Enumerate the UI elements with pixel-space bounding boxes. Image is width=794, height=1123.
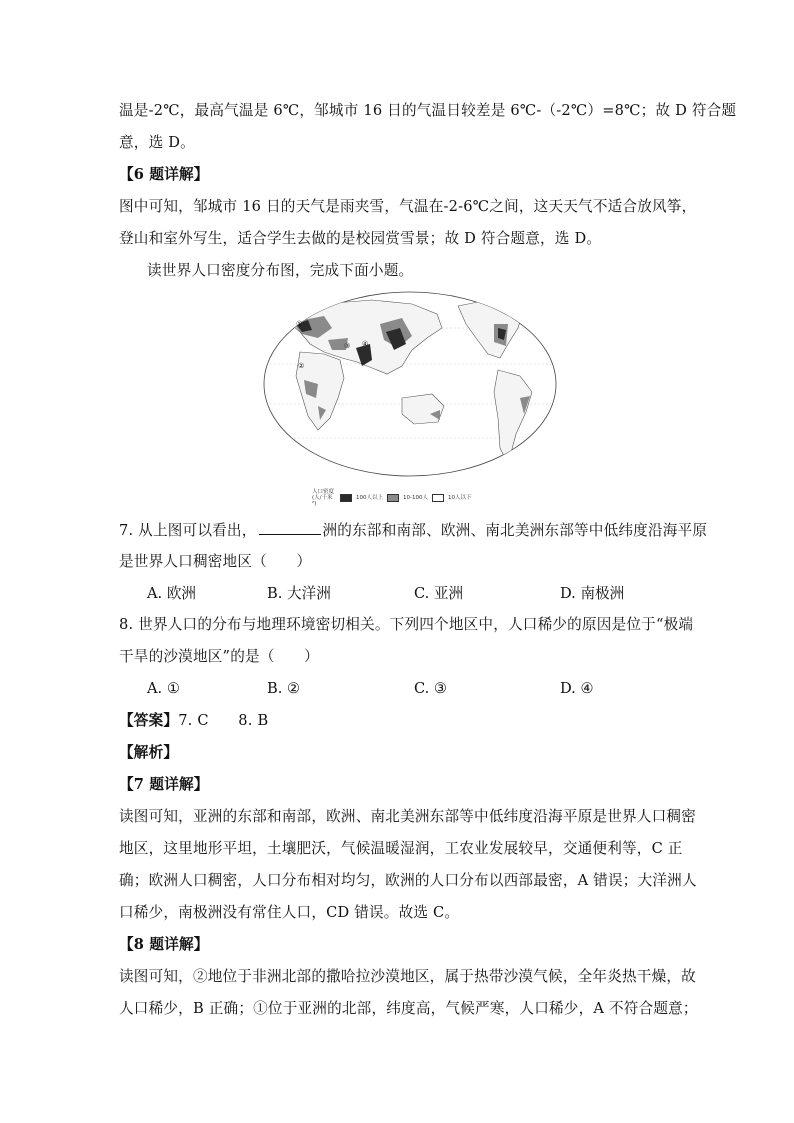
- map-marker-3: ③: [344, 342, 351, 350]
- answer-line: [119, 711, 268, 731]
- question-8-line2: 干旱的沙漠地区”的是（ ）: [119, 648, 319, 665]
- question-7-prefix: 7. 从上图可以看出，: [119, 522, 257, 539]
- legend-unit: (人/千米²): [312, 495, 333, 507]
- fill-blank: [259, 520, 321, 535]
- text-line: 人口稀少，B 正确；①位于亚洲的北部，纬度高，气候严寒，人口稀少，A 不符合题意；: [119, 1000, 698, 1017]
- legend-label-dense: 100人以上: [356, 495, 383, 501]
- greenland-shape: [518, 294, 542, 310]
- map-legend: [312, 489, 472, 507]
- map-svg: [262, 288, 558, 488]
- q7-option-b: B. 大洋洲: [267, 585, 331, 602]
- question-7: [119, 520, 707, 541]
- question-7-suffix: 洲的东部和南部、欧洲、南北美洲东部等中低纬度沿海平原: [322, 522, 708, 539]
- text-line: 读图可知，②地位于非洲北部的撒哈拉沙漠地区，属于热带沙漠气候，全年炎热干燥，故: [119, 968, 696, 985]
- question-8: 8. 世界人口的分布与地理环境密切相关。下列四个地区中，人口稀少的原因是位于“极端: [119, 616, 694, 633]
- q7-option-a: A. 欧洲: [147, 585, 197, 602]
- legend-title: 人口密度: [312, 489, 335, 495]
- q7-option-c: C. 亚洲: [414, 585, 464, 602]
- q8-option-a: A. ①: [147, 680, 180, 697]
- legend-swatch-dense: [340, 494, 352, 502]
- map-marker-4: ④: [362, 340, 369, 348]
- legend-label-medium: 10-100人: [403, 495, 428, 501]
- text-line: 登山和室外写生，适合学生去做的是校园赏雪景；故 D 符合题意，选 D。: [119, 230, 602, 247]
- q7-option-d: D. 南极洲: [560, 585, 625, 602]
- text-line: 图中可知，邹城市 16 日的天气是雨夹雪，气温在-2-6℃之间，这天天气不适合放风筝，: [119, 198, 697, 215]
- section-heading-q7: 【7 题详解】: [119, 776, 209, 793]
- q8-option-c: C. ③: [414, 680, 448, 697]
- section-heading-q8: 【8 题详解】: [119, 936, 209, 953]
- text-line: 地区，这里地形平坦，土壤肥沃，气候温暖湿润，工农业发展较早，交通便利等，C 正: [119, 840, 683, 857]
- legend-swatch-medium: [387, 494, 399, 502]
- legend-swatch-sparse: [432, 494, 444, 502]
- text-line: 意，选 D。: [119, 134, 195, 151]
- q8-option-b: B. ②: [267, 680, 301, 697]
- text-line: 读图可知，亚洲的东部和南部，欧洲、南北美洲东部等中低纬度沿海平原是世界人口稠密: [119, 808, 696, 825]
- map-intro: 读世界人口密度分布图，完成下面小题。: [147, 262, 414, 279]
- text-line: 温是-2℃，最高气温是 6℃，邹城市 16 日的气温日较差是 6℃-（-2℃）=8℃；故 D 符合题: [119, 102, 737, 119]
- analysis-heading: 【解析】: [119, 744, 179, 761]
- map-marker-2: ②: [298, 362, 305, 370]
- answer-value: 7. C 8. B: [178, 712, 269, 729]
- section-heading-q6: 【6 题详解】: [119, 166, 209, 183]
- text-line: 口稀少，南极洲没有常住人口，CD 错误。故选 C。: [119, 904, 460, 921]
- legend-label-sparse: 10人以下: [447, 495, 472, 501]
- q8-option-d: D. ④: [560, 680, 594, 697]
- world-population-map: [262, 288, 558, 510]
- map-marker-1: ①: [296, 320, 303, 328]
- question-7-line2: 是世界人口稠密地区（ ）: [119, 553, 312, 570]
- answer-label: 【答案】: [119, 712, 179, 729]
- text-line: 确；欧洲人口稠密，人口分布相对均匀，欧洲的人口分布以西部最密，A 错误；大洋洲人: [119, 872, 697, 889]
